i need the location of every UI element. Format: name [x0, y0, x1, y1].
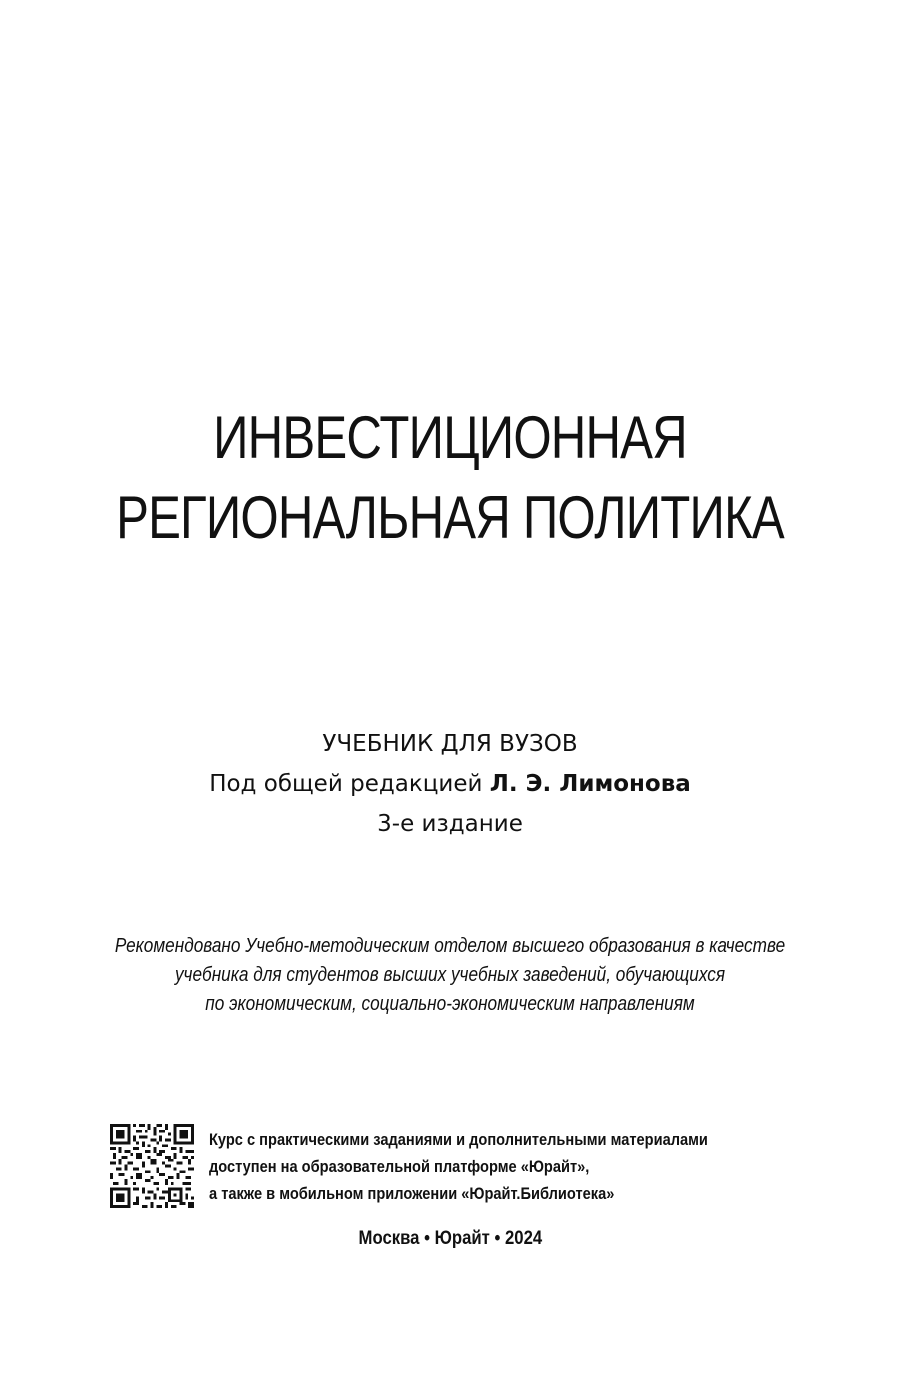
book-title-line-2: РЕГИОНАЛЬНАЯ ПОЛИТИКА [116, 484, 784, 551]
qr-code-icon [110, 1124, 194, 1208]
book-title [0, 398, 900, 558]
subtitle-block [0, 724, 900, 844]
course-info [110, 1124, 810, 1210]
editor-prefix: Под общей редакцией [209, 771, 490, 797]
course-line-3: а также в мобильном приложении «Юрайт.Библиотека» [209, 1184, 615, 1203]
editor-name: Л. Э. Лимонова [489, 771, 691, 797]
recommendation-text [0, 932, 900, 1019]
imprint-text: Москва • Юрайт • 2024 [358, 1228, 542, 1249]
recommendation-line-3: по экономическим, социально-экономическим направлениям [205, 993, 695, 1015]
course-description [209, 1126, 849, 1207]
imprint [0, 1224, 900, 1254]
course-line-2: доступен на образовательной платформе «Юрайт», [209, 1157, 590, 1176]
course-line-1: Курс с практическими заданиями и дополнительными материалами [209, 1130, 708, 1149]
editor-line [0, 764, 900, 804]
book-type: УЧЕБНИК ДЛЯ ВУЗОВ [322, 731, 578, 757]
recommendation-line-1: Рекомендовано Учебно-методическим отделом высшего образования в качестве [114, 935, 786, 957]
recommendation-line-2: учебника для студентов высших учебных заведений, обучающихся [174, 964, 726, 986]
edition: 3-е издание [377, 811, 523, 837]
book-title-line-1: ИНВЕСТИЦИОННАЯ [213, 404, 687, 471]
